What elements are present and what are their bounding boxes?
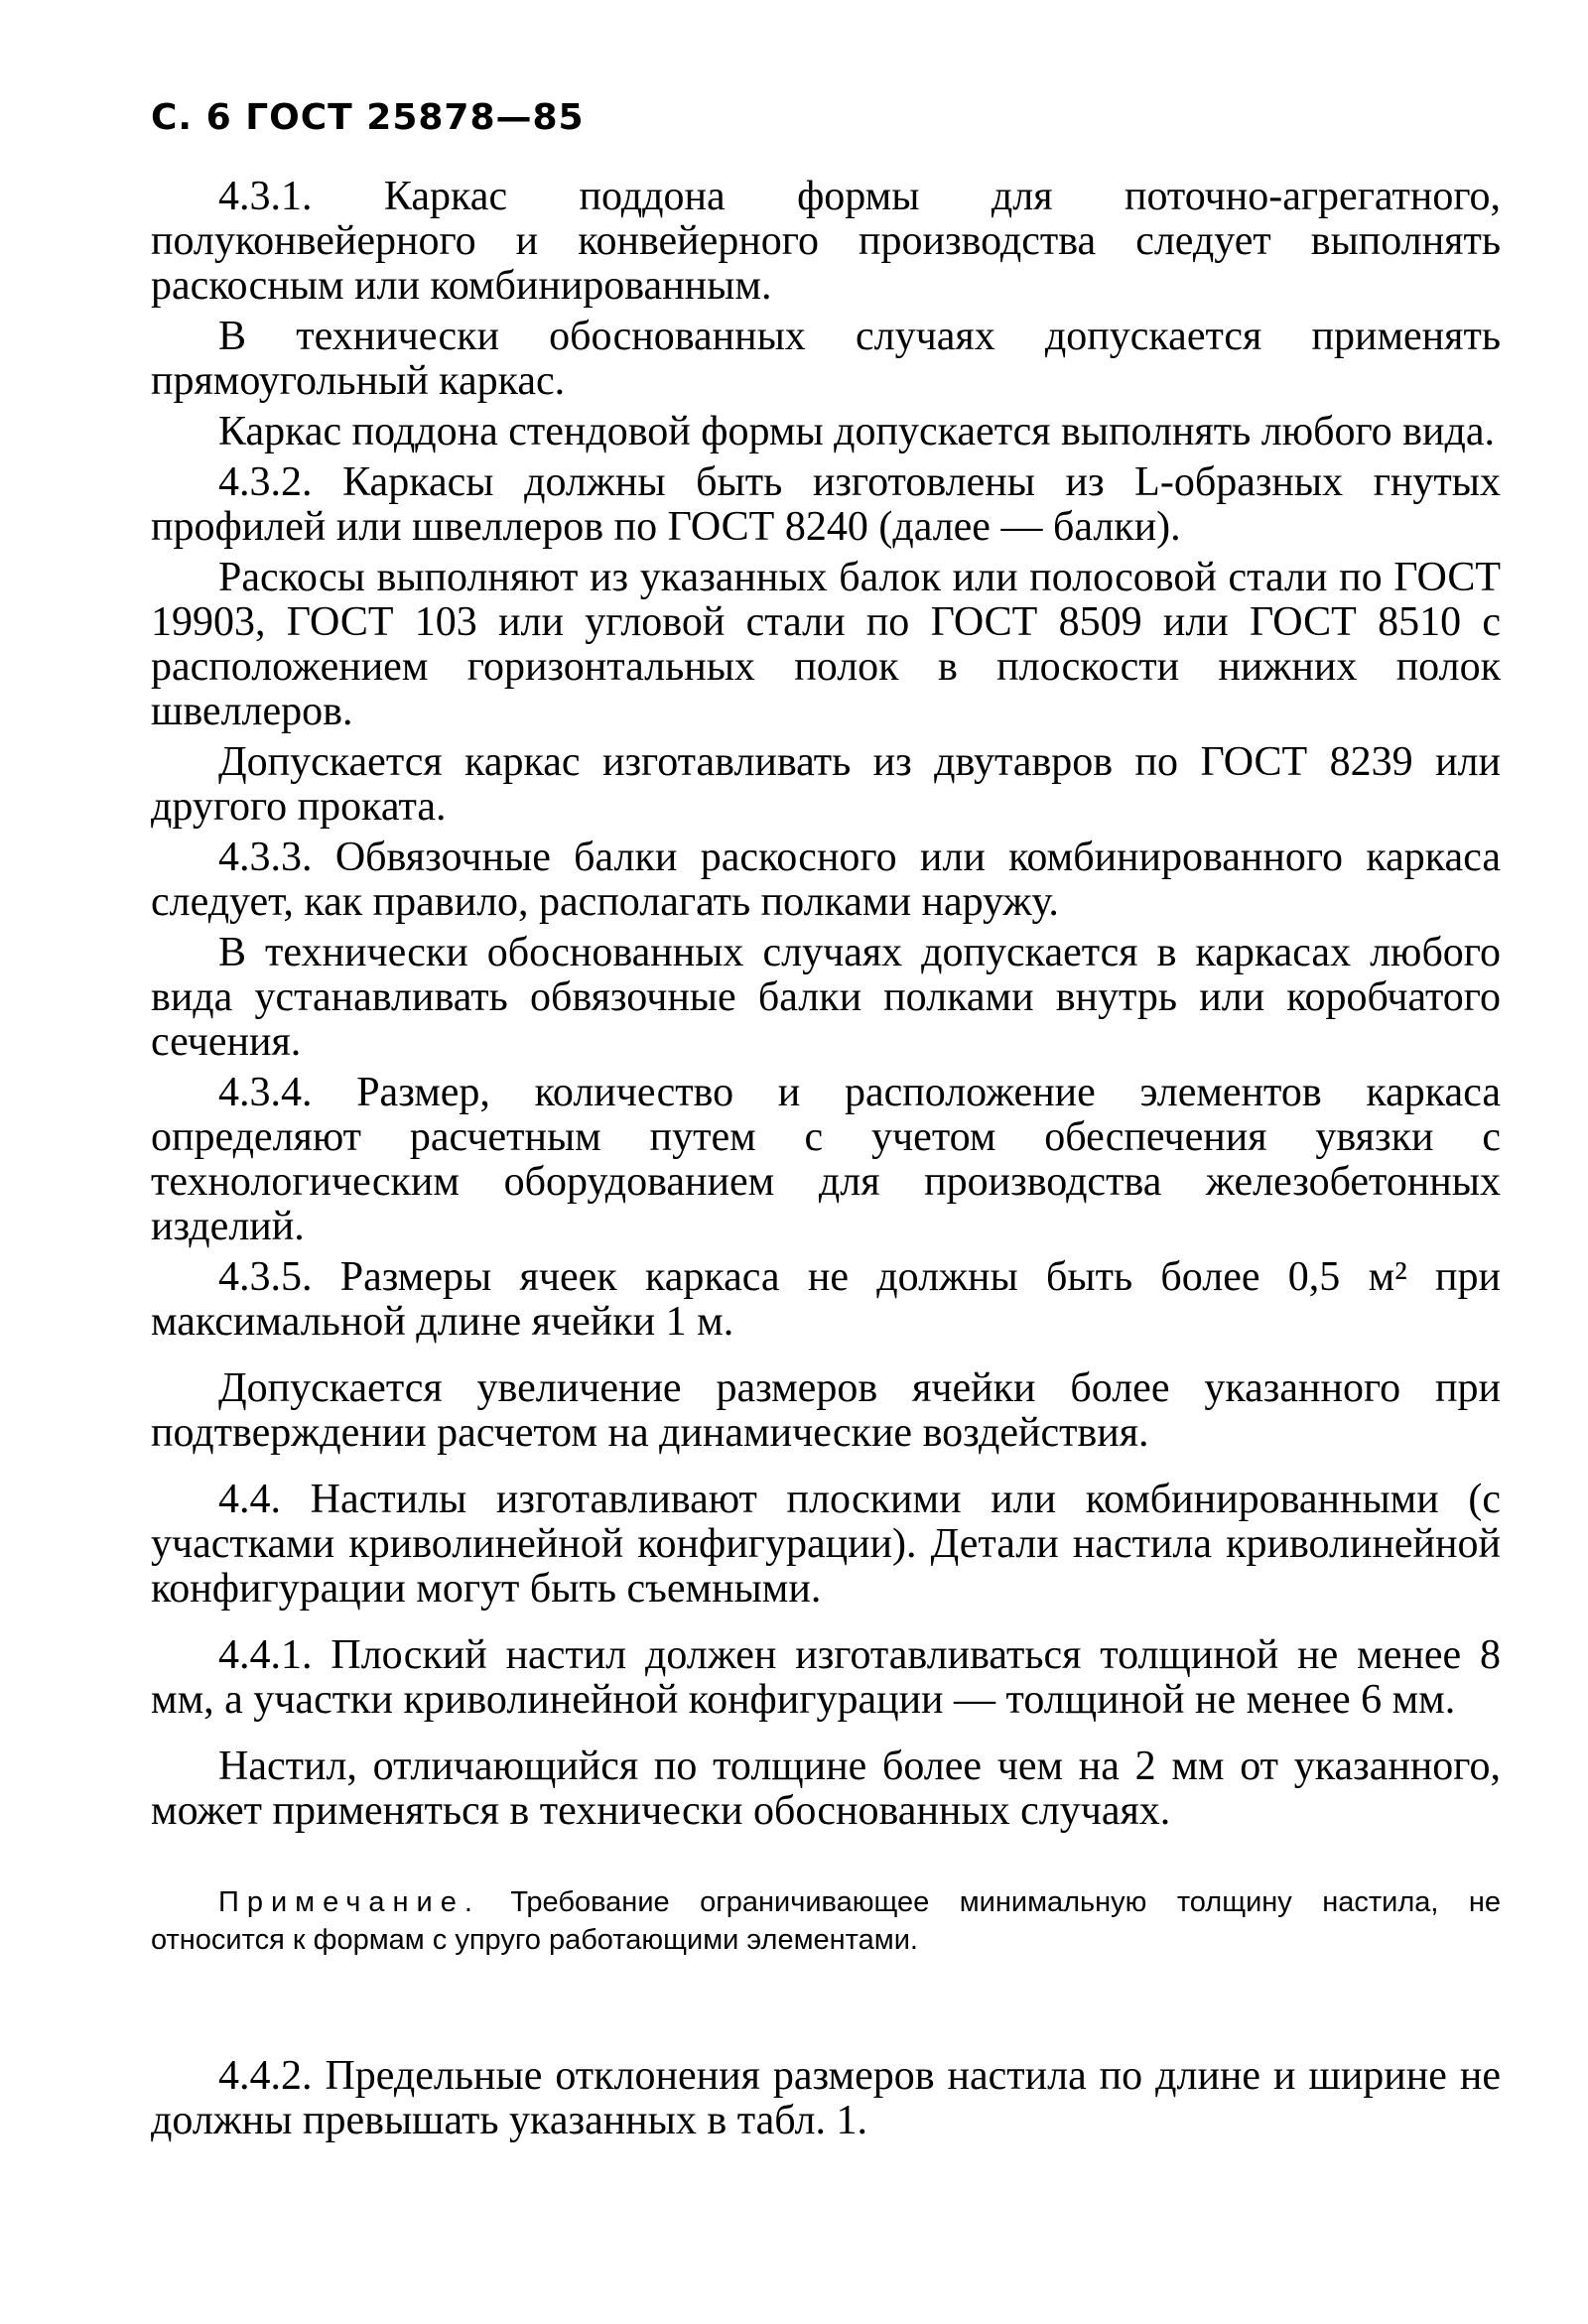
document-body [151, 175, 1501, 2143]
paragraph: Раскосы выполняют из указанных балок или полосовой стали по ГОСТ 19903, ГОСТ 103 или угловой стали по ГОСТ 8509 или ГОСТ 8510 с расположением горизонтальных полок в плоскости нижних полок швеллеров. [151, 555, 1501, 734]
page-header: С. 6 ГОСТ 25878—85 [151, 97, 585, 138]
paragraph-4-3-2: 4.3.2. Каркасы должны быть изготовлены из L-образных гнутых профилей или швеллеров по ГОСТ 8240 (далее — балки). [151, 459, 1501, 550]
note-label: Примечание. [218, 1886, 480, 1918]
paragraph: Допускается каркас изготавливать из двутавров по ГОСТ 8239 или другого проката. [151, 739, 1501, 830]
note [151, 1883, 1501, 1959]
note-text: Требование ограничивающее минимальную толщину настила, не относится к формам с упруго работающими элементами. [151, 1886, 1501, 1956]
paragraph: Каркас поддона стендовой формы допускается выполнять любого вида. [218, 409, 1495, 454]
paragraph-4-3-3: 4.3.3. Обвязочные балки раскосного или комбинированного каркаса следует, как правило, располагать полками наружу. [151, 835, 1501, 925]
paragraph: Допускается увеличение размеров ячейки более указанного при подтверждении расчетом на динамические воздействия. [151, 1365, 1501, 1456]
paragraph-4-4-1: 4.4.1. Плоский настил должен изготавливаться толщиной не менее 8 мм, а участки криволинейной конфигурации — толщиной не менее 6 мм. [151, 1632, 1501, 1723]
paragraph-4-4-2: 4.4.2. Предельные отклонения размеров настила по длине и ширине не должны превышать указанных в табл. 1. [151, 2053, 1501, 2143]
paragraph: Настил, отличающийся по толщине более чем на 2 мм от указанного, может применяться в технически обоснованных случаях. [151, 1743, 1501, 1834]
paragraph-4-4: 4.4. Настилы изготавливают плоскими или комбинированными (с участками криволинейной конфигурации). Детали настила криволинейной конфигурации могут быть съемными. [151, 1477, 1501, 1612]
paragraph-4-3-1: 4.3.1. Каркас поддона формы для поточно-агрегатного, полуконвейерного и конвейерного производства следует выполнять раскосным или комбинированным. [151, 174, 1501, 309]
paragraph-4-3-4: 4.3.4. Размер, количество и расположение элементов каркаса определяют расчетным путем с учетом обеспечения увязки с технологическим оборудованием для производства железобетонных изделий. [151, 1070, 1501, 1249]
paragraph: В технически обоснованных случаях допускается применять прямоугольный каркас. [151, 314, 1501, 404]
paragraph-4-3-5: 4.3.5. Размеры ячеек каркаса не должны быть более 0,5 м² при максимальной длине ячейки 1 м. [151, 1254, 1501, 1345]
paragraph: В технически обоснованных случаях допускается в каркасах любого вида устанавливать обвязочные балки полками внутрь или коробчатого сечения. [151, 930, 1501, 1065]
